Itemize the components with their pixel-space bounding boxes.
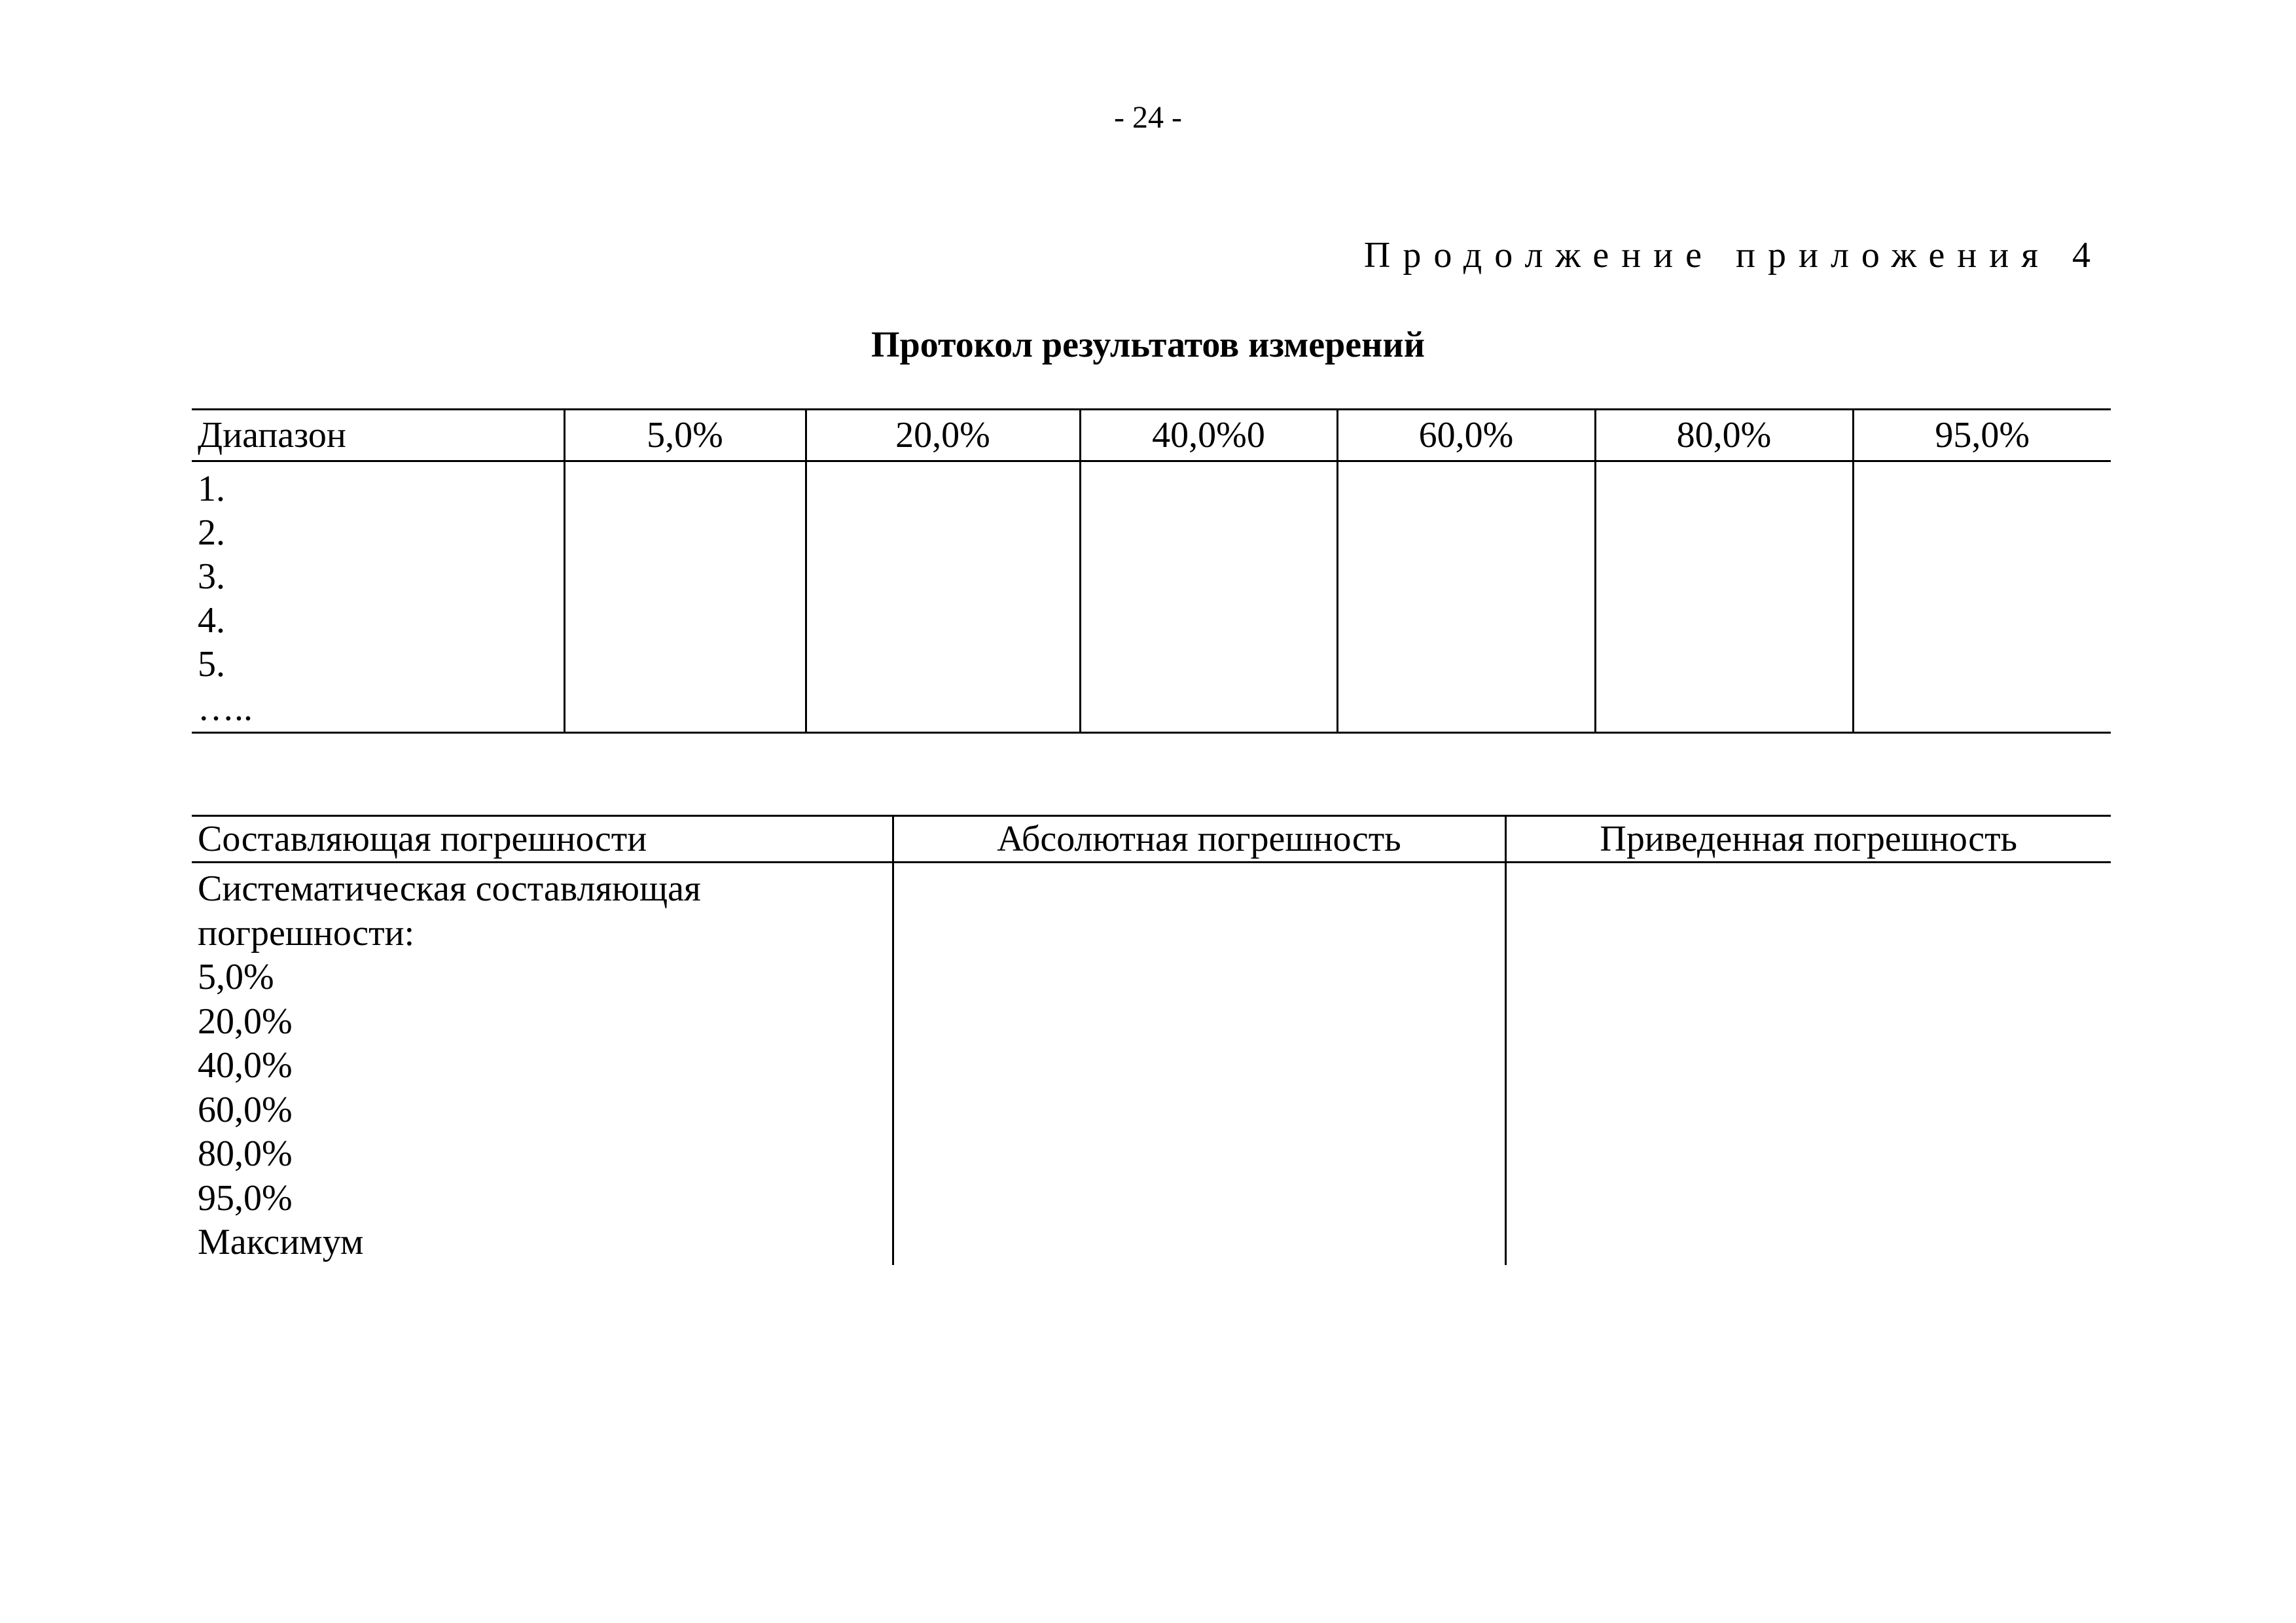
- range-cell-40: [1080, 461, 1337, 733]
- error-component-line: 40,0%: [198, 1045, 293, 1086]
- row-label: 5.: [198, 644, 225, 685]
- range-cell-80: [1595, 461, 1853, 733]
- row-label: …..: [198, 688, 253, 728]
- row-label: 4.: [198, 600, 225, 641]
- reduced-error-cell: [1505, 863, 2111, 1265]
- error-component-line: Систематическая составляющая: [198, 868, 701, 909]
- error-header-reduced: Приведенная погрешность: [1505, 816, 2111, 863]
- range-cell-20: [806, 461, 1080, 733]
- row-label: 2.: [198, 512, 225, 553]
- range-cell-95: [1853, 461, 2111, 733]
- range-header-95: 95,0%: [1853, 410, 2111, 461]
- error-header-component: Составляющая погрешности: [192, 816, 893, 863]
- range-header-80: 80,0%: [1595, 410, 1853, 461]
- range-table-header-row: [192, 410, 2111, 461]
- error-component-line: 60,0%: [198, 1089, 293, 1130]
- document-title: Протокол результатов измерений: [871, 325, 1425, 365]
- error-component-line: 5,0%: [198, 957, 274, 997]
- error-components-cell: [192, 863, 893, 1265]
- error-component-line: 20,0%: [198, 1001, 293, 1042]
- range-header-20: 20,0%: [806, 410, 1080, 461]
- appendix-continuation-label: Продолжение приложения 4: [1363, 235, 2103, 276]
- range-cell-60: [1337, 461, 1595, 733]
- row-label: 3.: [198, 556, 225, 597]
- range-header-40: 40,0%0: [1080, 410, 1337, 461]
- range-header-60: 60,0%: [1337, 410, 1595, 461]
- error-component-line: 95,0%: [198, 1177, 293, 1219]
- error-components-table: [192, 815, 2111, 1265]
- range-cell-5: [564, 461, 806, 733]
- range-table-body-row: [192, 461, 2111, 733]
- error-table-header-row: [192, 816, 2111, 863]
- error-component-line: погрешности:: [198, 912, 415, 954]
- absolute-error-cell: [893, 863, 1505, 1265]
- range-results-table: [192, 408, 2111, 734]
- range-header-label: Диапазон: [192, 410, 564, 461]
- row-label: 1.: [198, 469, 225, 509]
- page-number: - 24 -: [1114, 100, 1182, 135]
- range-row-labels-cell: [192, 461, 564, 733]
- error-table-body-row: [192, 863, 2111, 1265]
- error-component-line: Максимум: [198, 1222, 364, 1262]
- error-component-line: 80,0%: [198, 1133, 293, 1174]
- range-header-5: 5,0%: [564, 410, 806, 461]
- error-header-absolute: Абсолютная погрешность: [893, 816, 1505, 863]
